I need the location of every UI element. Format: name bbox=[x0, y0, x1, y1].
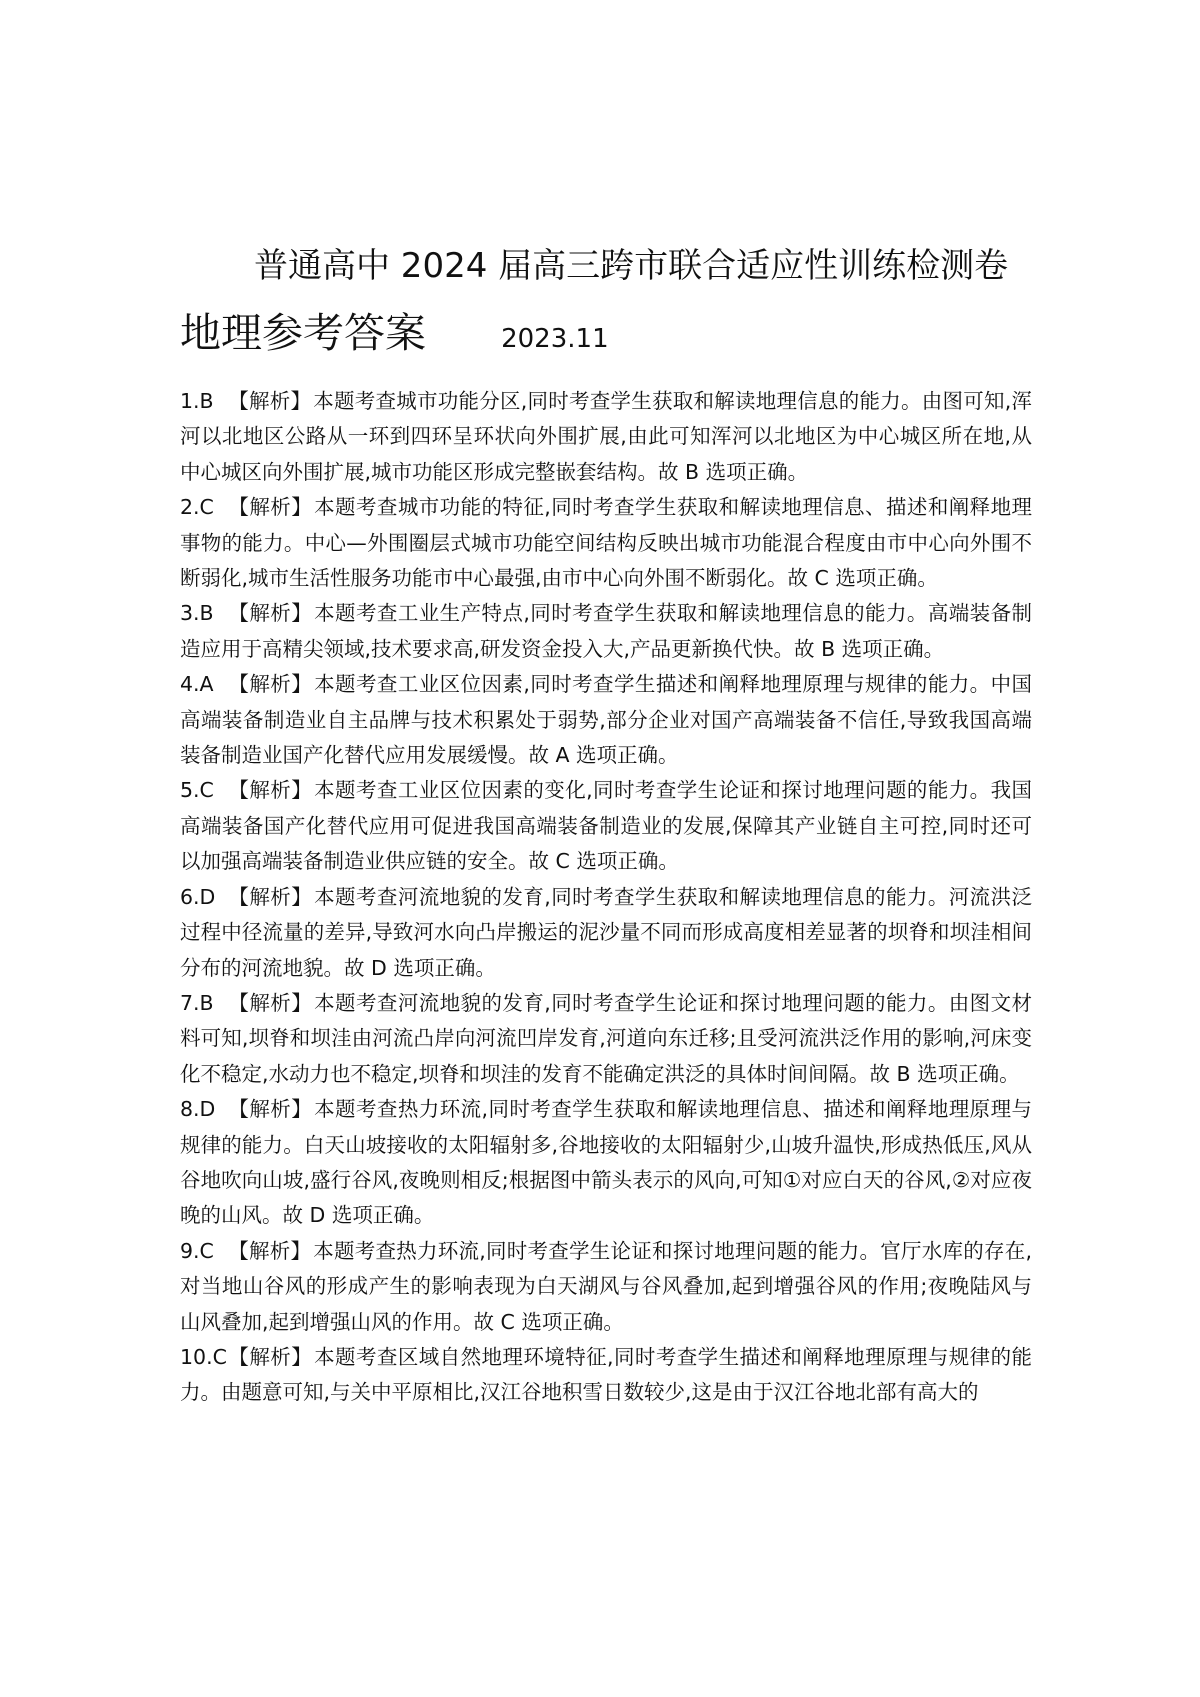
answer-number: 9.C bbox=[180, 1238, 214, 1263]
answer-text: 本题考查工业区位因素,同时考查学生描述和阐释地理原理与规律的能力。中国高端装备制造业自主品牌与技术积累处于弱势,部分企业对国产高端装备不信任,导致我国高端装备制造业国产化替代应用发展缓慢。故 A 选项正确。 bbox=[180, 672, 1033, 768]
answer-number: 8.D bbox=[180, 1097, 216, 1122]
answer-text: 本题考查热力环流,同时考查学生论证和探讨地理问题的能力。官厅水库的存在,对当地山谷风的形成产生的影响表现为白天湖风与谷风叠加,起到增强谷风的作用;夜晚陆风与山风叠加,起到增强山风的作用。故 C 选项正确。 bbox=[180, 1238, 1033, 1334]
analysis-tag: 【解析】 bbox=[228, 672, 313, 697]
answer-number: 3.B bbox=[180, 601, 214, 626]
analysis-tag: 【解析】 bbox=[228, 1238, 312, 1263]
answer-item bbox=[180, 1340, 1032, 1411]
answer-item bbox=[180, 1234, 1032, 1340]
answer-list bbox=[180, 384, 1032, 1411]
answer-number: 6.D bbox=[180, 884, 216, 909]
answer-text: 本题考查河流地貌的发育,同时考查学生论证和探讨地理问题的能力。由图文材料可知,坝脊和坝洼由河流凸岸向河流凹岸发育,河道向东迁移;且受河流洪泛作用的影响,河床变化不稳定,水动力也不稳定,坝脊和坝洼的发育不能确定洪泛的具体时间间隔。故 B 选项正确。 bbox=[180, 990, 1033, 1086]
document-subtitle: 地理参考答案 bbox=[180, 309, 426, 357]
answer-text: 本题考查工业生产特点,同时考查学生获取和解读地理信息的能力。高端装备制造应用于高精尖领域,技术要求高,研发资金投入大,产品更新换代快。故 B 选项正确。 bbox=[180, 601, 1033, 661]
analysis-tag: 【解析】 bbox=[228, 1097, 313, 1122]
answer-number: 1.B bbox=[180, 389, 214, 413]
answer-item bbox=[180, 986, 1032, 1092]
answer-item bbox=[180, 490, 1032, 596]
answer-item bbox=[180, 384, 1032, 490]
subtitle-row bbox=[180, 300, 609, 359]
answer-text: 本题考查热力环流,同时考查学生获取和解读地理信息、描述和阐释地理原理与规律的能力。白天山坡接收的太阳辐射多,谷地接收的太阳辐射少,山坡升温快,形成热低压,风从谷地吹向山坡,盛行谷风,夜晚则相反;根据图中箭头表示的风向,可知①对应白天的谷风,②对应夜晚的山风。故 D 选项正确。 bbox=[180, 1097, 1033, 1228]
analysis-tag: 【解析】 bbox=[228, 495, 313, 520]
answer-item bbox=[180, 596, 1032, 667]
answer-item bbox=[180, 880, 1032, 986]
answer-text: 本题考查河流地貌的发育,同时考查学生获取和解读地理信息的能力。河流洪泛过程中径流量的差异,导致河水向凸岸搬运的泥沙量不同而形成高度相差显著的坝脊和坝洼相间分布的河流地貌。故 D 选项正确。 bbox=[180, 884, 1033, 980]
analysis-tag: 【解析】 bbox=[228, 601, 313, 626]
answer-number: 2.C bbox=[180, 495, 214, 520]
answer-item bbox=[180, 1092, 1032, 1234]
analysis-tag: 【解析】 bbox=[228, 884, 313, 909]
document-date: 2023.11 bbox=[501, 324, 609, 354]
answer-item bbox=[180, 667, 1032, 773]
analysis-tag: 【解析】 bbox=[228, 389, 312, 413]
analysis-tag: 【解析】 bbox=[228, 990, 313, 1015]
answer-number: 5.C bbox=[180, 778, 214, 803]
analysis-tag: 【解析】 bbox=[228, 778, 313, 803]
answer-text: 本题考查工业区位因素的变化,同时考查学生论证和探讨地理问题的能力。我国高端装备国产化替代应用可促进我国高端装备制造业的发展,保障其产业链自主可控,同时还可以加强高端装备制造业供应链的安全。故 C 选项正确。 bbox=[180, 778, 1033, 874]
answer-text: 本题考查城市功能分区,同时考查学生获取和解读地理信息的能力。由图可知,浑河以北地区公路从一环到四环呈环状向外围扩展,由此可知浑河以北地区为中心城区所在地,从中心城区向外围扩展,城市功能区形成完整嵌套结构。故 B 选项正确。 bbox=[180, 389, 1033, 484]
answer-text: 本题考查区域自然地理环境特征,同时考查学生描述和阐释地理原理与规律的能力。由题意可知,与关中平原相比,汉江谷地积雪日数较少,这是由于汉江谷地北部有高大的 bbox=[180, 1344, 1033, 1405]
answer-number: 4.A bbox=[180, 672, 214, 697]
answer-text: 本题考查城市功能的特征,同时考查学生获取和解读地理信息、描述和阐释地理事物的能力。中心—外围圈层式城市功能空间结构反映出城市功能混合程度由市中心向外围不断弱化,城市生活性服务功能市中心最强,由市中心向外围不断弱化。故 C 选项正确。 bbox=[180, 495, 1033, 591]
analysis-tag: 【解析】 bbox=[228, 1344, 313, 1369]
document-title: 普通高中 2024 届高三跨市联合适应性训练检测卷 bbox=[254, 246, 1009, 286]
answer-number: 7.B bbox=[180, 990, 214, 1015]
answer-item bbox=[180, 773, 1032, 879]
answer-number: 10.C bbox=[180, 1344, 227, 1369]
